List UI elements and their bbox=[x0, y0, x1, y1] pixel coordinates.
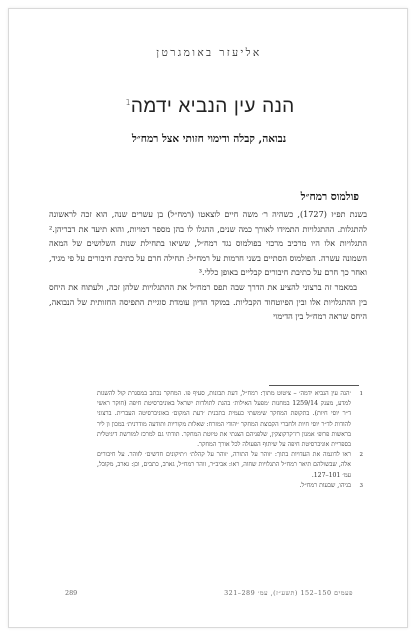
article-title bbox=[65, 95, 353, 118]
footnote-item bbox=[97, 450, 363, 481]
footnotes bbox=[97, 389, 363, 491]
footnote-text: ראו לדוגמה את העדויות בתוך: ׳זוהר על התורה, ׳זוהר על קהלת׳ ו׳תיקונים חדשים׳ לזוהר. על חיבורים אלה, שבשולהם תיאר רמח״ל התגלויות שחוה, ראו: אביב״ר, זוהר רמח״ל, גארב, כתבים, וכן: גארב, מקובל, עמ׳ 101–127. bbox=[97, 451, 351, 479]
article-subtitle: נבואה, קבלה ודימוי חזותי אצל רמח״ל bbox=[131, 133, 287, 145]
footnote-item bbox=[97, 389, 363, 450]
section-heading: פולמוס רמח״ל bbox=[300, 191, 359, 203]
footnote-number: 1 bbox=[359, 391, 363, 397]
footnote-text: ׳הנה עין הנביא ידמה׳ – ציטוט מתוך: רמח״ל, דעת תבונות, סעיף פו. המחקר נכתב במסגרת קול להשגות למדע, מענק 1259/14 במחנות ׳מפעל האילות׳ בהגת לתולדות ישראל באוניברסיטת חיפה (חוקר ראשי ד״ר יוסי חיות). בתקופת המחקר שימשתי כעמית בתכנית ׳דעת המקום׳ באוניברסיטה העברית. ברצוני להודות לד״ר יוסי חיות ולחברי הקבוצת המחקר ׳יהודי המזרח: שאלות מקוריות ותודעה מודרנית׳ במכון ון ליר בראשות פרופ׳ אמנון רז־קרקוצקין, שלפניהם הצגתי את טיוטת המחקר. תודתי גם למרכז למורשת דיגיטלית בספריית אוניברסיטת חיפה על שיתוף הפעולה לכל אורך המחקר. bbox=[97, 390, 351, 449]
page-footer bbox=[65, 589, 353, 599]
footnote-item bbox=[97, 481, 363, 491]
title-text: הנה עין הנביא ידמה bbox=[130, 95, 295, 117]
footnote-divider bbox=[269, 385, 359, 386]
page-number: 289 bbox=[65, 589, 78, 597]
document-page bbox=[8, 8, 408, 628]
title-footnote-marker[interactable]: 1 bbox=[125, 97, 131, 107]
author-name: אליעזר באומגרטן bbox=[156, 47, 262, 59]
journal-citation: פעמים 150–152 (תשע״ז), עמ׳ 289–321 bbox=[224, 589, 353, 597]
body-paragraph: במאמר זה ברצוני להציע את הדרך שבה תפס רמח״ל את ההתגלויות שלהן זכה, ולעתוח את היחס בין ההתגלויות אלו ובין הפיוטחוד הקבליות. במוקד הדיון עומדת סוגיית התפיסה החזותית של הנבואה, היחס שראה רמח״ל בין הדימוי bbox=[49, 281, 367, 322]
footnote-number: 2 bbox=[359, 452, 363, 459]
footnote-number: 3 bbox=[359, 482, 363, 489]
body-paragraph: בשנת תפ״ז (1727), כשהיה ר׳ משה חיים לוצאטו (רמח״ל) בן עשרים שנה, הוא זכה לראשונה להתגלות. ההתגלויות התמידו לאורך כמה שנים, ההגלו לו בהן מספר דמויות, והוא תיעד את דבריהן.² התגלויות אלו היו מרכיב מרכזי בפולמוס נגד רמח״ל, ששיאו בתחילת שנות השלושים של המאה השמונה עשרה. הפולמוס הסתיים בשני חרמות על רמח״ל: תחילה חרם על כתיבת חיבורים על פי מגיד, ואחר כך חרם על כתיבת חיבורים קבליים באופן כללי.³ bbox=[49, 209, 367, 278]
body-text bbox=[49, 207, 367, 324]
footnote-text: בניהו, שבעות רמח״ל. bbox=[299, 481, 351, 489]
